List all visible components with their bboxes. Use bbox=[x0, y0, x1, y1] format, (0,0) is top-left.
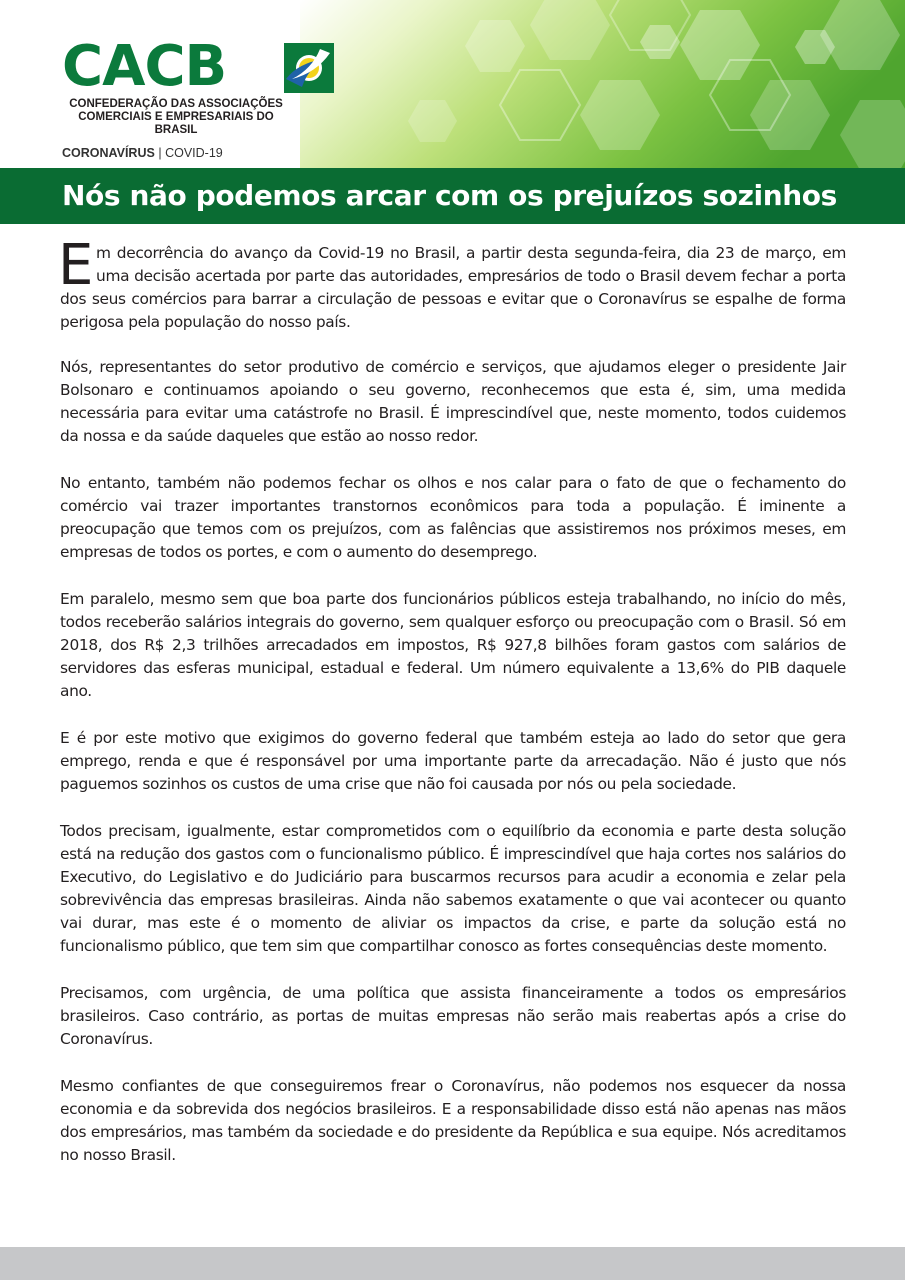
footer-band bbox=[0, 1247, 905, 1280]
logo-subtitle: CONFEDERAÇÃO DAS ASSOCIAÇÕES COMERCIAIS E EMPRESARIAIS DO BRASIL bbox=[69, 98, 283, 136]
drop-cap: E bbox=[58, 233, 94, 298]
article-paragraph-3: No entanto, também não podemos fechar os olhos e nos calar para o fato de que o fechamento do comércio vai trazer importantes transtornos econômicos para toda a população. É iminente a preocupação que temos com os prejuízos, com as falências que assistiremos nos próximos meses, em empresas de todos os portes, e com o aumento do desemprego. bbox=[60, 474, 846, 561]
category-secondary: COVID-19 bbox=[165, 146, 223, 160]
hexagon-pattern-icon bbox=[300, 0, 905, 168]
category-separator: | bbox=[158, 146, 162, 160]
logo-wordmark: CACB bbox=[62, 34, 227, 99]
article-body bbox=[58, 233, 846, 1191]
page-header bbox=[0, 0, 905, 168]
category-primary: CORONAVÍRUS bbox=[62, 146, 155, 160]
cacb-logo-mark-icon bbox=[284, 43, 334, 93]
page-title: Nós não podemos arcar com os prejuízos sozinhos bbox=[62, 179, 837, 212]
article-paragraph-4: Em paralelo, mesmo sem que boa parte dos funcionários públicos esteja trabalhando, no início do mês, todos receberão salários integrais do governo, sem qualquer esforço ou preocupação com o Brasil. Só em 2018, dos R$ 2,3 trilhões arrecadados em impostos, R$ 927,8 bilhões foram gastos com salários de servidores das esferas municipal, estadual e federal. Um número equivalente a 13,6% do PIB daquele ano. bbox=[60, 590, 846, 700]
article-paragraph-5: E é por este motivo que exigimos do governo federal que também esteja ao lado do setor que gera emprego, renda e que é responsável por uma importante parte da arrecadação. Não é justo que nós paguemos sozinhos os custos de uma crise que não foi causada por nós ou pela sociedade. bbox=[60, 729, 846, 793]
cacb-logo bbox=[62, 34, 302, 137]
article-paragraph-2: Nós, representantes do setor produtivo de comércio e serviços, que ajudamos eleger o presidente Jair Bolsonaro e continuamos apoiando o seu governo, reconhecemos que esta é, sim, uma medida necessária para evitar uma catástrofe no Brasil. É imprescindível que, neste momento, todos cuidemos da nossa e da saúde daqueles que estão ao nosso redor. bbox=[60, 358, 846, 445]
article-paragraph-6: Todos precisam, igualmente, estar comprometidos com o equilíbrio da economia e parte desta solução está na redução dos gastos com o funcionalismo público. É imprescindível que haja cortes nos salários do Executivo, do Legislativo e do Judiciário para buscarmos recursos para acudir a economia e zelar pela sobrevivência das empresas brasileiras. Ainda não sabemos exatamente o que vai acontecer ou quanto vai durar, mas este é o momento de aliviar os impactos da crise, e parte da solução está no funcionalismo público, que tem sim que compartilhar conosco as fortes consequências deste momento. bbox=[60, 822, 846, 955]
article-paragraph-1 bbox=[58, 233, 846, 334]
article-paragraph-7: Precisamos, com urgência, de uma política que assista financeiramente a todos os empresários brasileiros. Caso contrário, as portas de muitas empresas não serão mais reabertas após a crise do Coronavírus. bbox=[60, 984, 846, 1048]
category-label bbox=[62, 146, 223, 160]
article-paragraph-8: Mesmo confiantes de que conseguiremos frear o Coronavírus, não podemos nos esquecer da nossa economia e da sobrevida dos negócios brasileiros. E a responsabilidade disso está não apenas nas mãos dos empresários, mas também da sociedade e do presidente da República e sua equipe. Nós acreditamos no nosso Brasil. bbox=[60, 1077, 846, 1164]
first-paragraph-text: m decorrência do avanço da Covid-19 no Brasil, a partir desta segunda-feira, dia 23 de março, em uma decisão acertada por parte das autoridades, empresários de todo o Brasil devem fechar a porta dos seus comércios para barrar a circulação de pessoas e evitar que o Coronavírus se espalhe de forma perigosa pela população do nosso país. bbox=[60, 244, 846, 331]
